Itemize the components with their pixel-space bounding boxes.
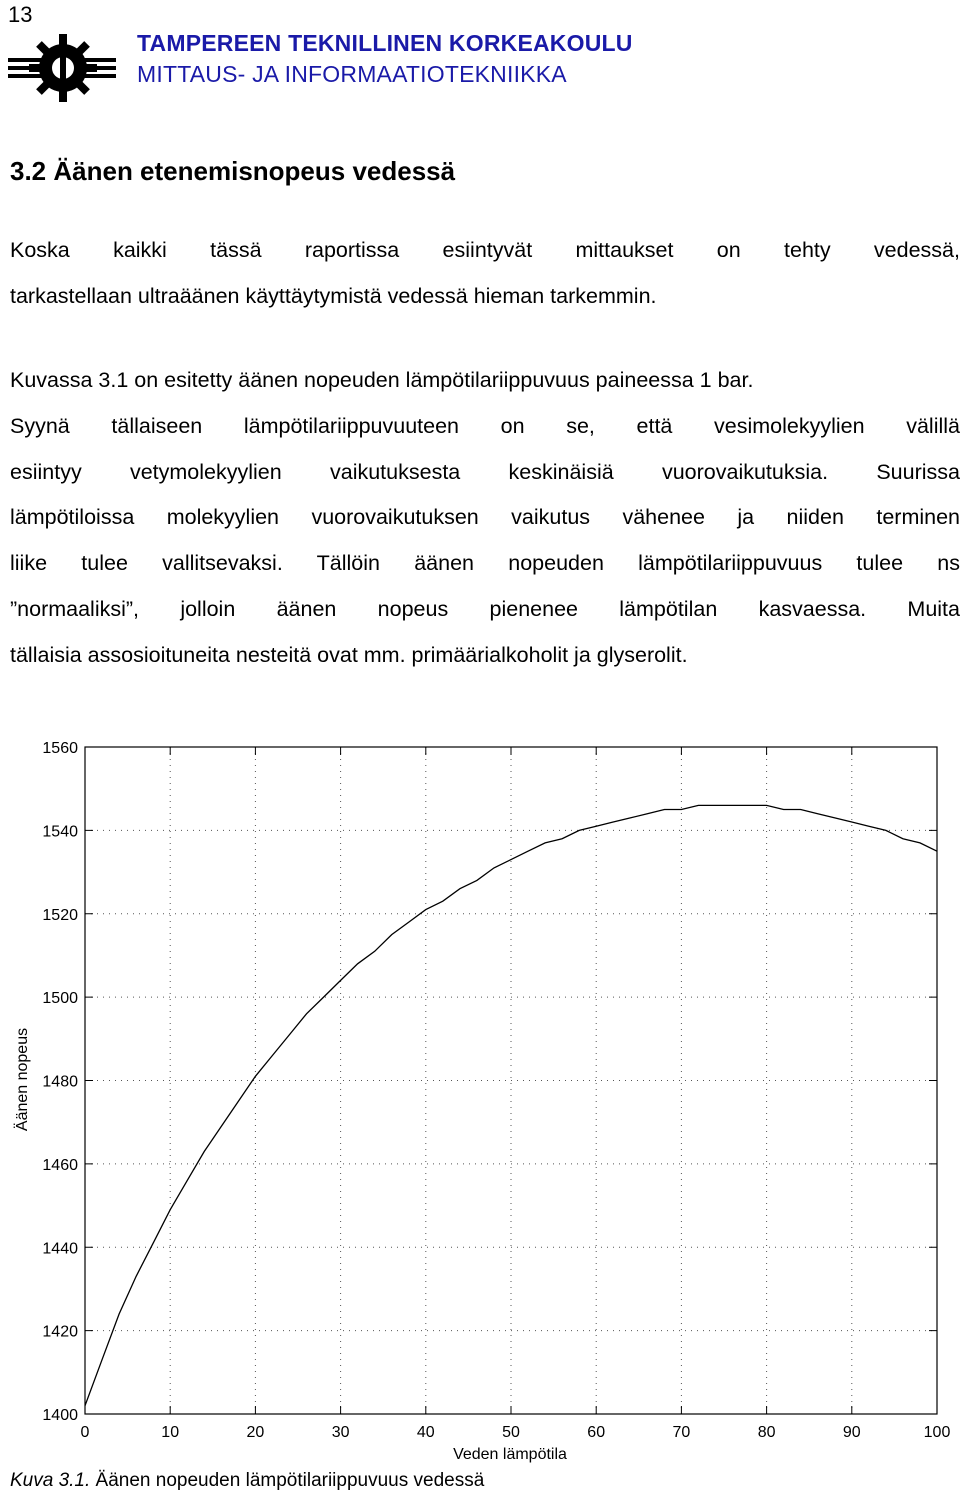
page-number: 13 <box>8 2 33 27</box>
y-tick-label: 1560 <box>42 740 78 757</box>
paragraph-line: Kuvassa 3.1 on esitetty äänen nopeuden lämpötilariippuvuus paineessa 1 bar. <box>10 368 754 392</box>
paragraph-line: Syynä tällaiseen lämpötilariippuvuuteen on se, että vesimolekyylien välillä <box>10 413 960 438</box>
y-tick-label: 1500 <box>42 990 78 1008</box>
paragraph-line: tarkastellaan ultraäänen käyttäytymistä vedessä hieman tarkemmin. <box>10 283 657 308</box>
y-axis-label: Äänen nopeus <box>14 1027 31 1132</box>
paragraph-line: esiintyy vetymolekyylien vaikutuksesta keskinäisiä vuorovaikutuksia. Suurissa <box>10 459 960 484</box>
gear-logo-icon <box>8 32 116 102</box>
x-tick-label: 0 <box>80 1424 90 1441</box>
y-tick-label: 1520 <box>42 906 78 924</box>
paragraph-line: tällaisia assosioituneita nesteitä ovat mm. primäärialkoholit ja glyserolit. <box>10 642 688 667</box>
section-heading: 3.2 Äänen etenemisnopeus vedessä <box>10 156 456 186</box>
x-tick-label: 70 <box>672 1424 691 1441</box>
paragraph-line: lämpötiloissa molekyylien vuorovaikutuksen vaikutus vähenee ja niiden terminen <box>10 505 960 530</box>
x-tick-label: 80 <box>757 1424 776 1441</box>
institution-name: TAMPEREEN TEKNILLINEN KORKEAKOULU <box>137 30 633 56</box>
y-tick-label: 1540 <box>42 823 78 841</box>
caption-text: Äänen nopeuden lämpötilariippuvuus vedessä <box>90 1470 485 1491</box>
x-axis-label: Veden lämpötila <box>453 1446 567 1463</box>
x-tick-label: 20 <box>246 1424 265 1441</box>
paragraph-intro <box>10 228 960 320</box>
paragraph-line: liike tulee vallitsevaksi. Tällöin äänen nopeuden lämpötilariippuvuus tulee ns <box>10 551 960 576</box>
x-tick-label: 60 <box>587 1424 606 1441</box>
department-name: MITTAUS- JA INFORMAATIOTEKNIIKKA <box>137 61 567 87</box>
paragraph-explanation <box>10 358 960 679</box>
x-tick-label: 10 <box>161 1424 180 1441</box>
y-tick-label: 1400 <box>42 1407 78 1424</box>
x-tick-label: 40 <box>416 1424 435 1441</box>
y-tick-label: 1440 <box>42 1240 78 1258</box>
caption-label: Kuva 3.1. <box>10 1470 91 1491</box>
series-line <box>85 805 937 1405</box>
x-tick-label: 50 <box>502 1424 520 1441</box>
x-tick-label: 90 <box>842 1424 861 1441</box>
x-tick-label: 100 <box>923 1424 951 1441</box>
x-tick-label: 30 <box>331 1424 350 1441</box>
speed-of-sound-chart <box>0 730 960 1470</box>
y-tick-label: 1420 <box>42 1323 78 1341</box>
y-tick-label: 1460 <box>42 1156 78 1174</box>
y-tick-label: 1480 <box>42 1073 78 1091</box>
paragraph-line: ”normaaliksi”, jolloin äänen nopeus pienenee lämpötilan kasvaessa. Muita <box>10 596 960 621</box>
paragraph-line: Koska kaikki tässä raportissa esiintyvät mittaukset on tehty vedessä, <box>10 238 960 262</box>
figure-caption <box>10 1470 484 1492</box>
